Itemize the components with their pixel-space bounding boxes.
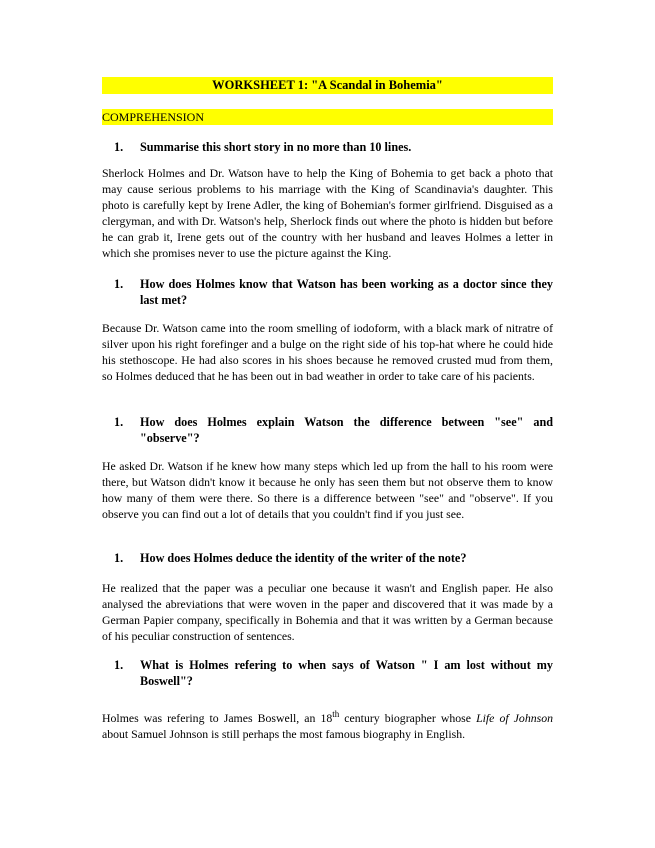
question-1 [102,139,553,155]
question-number: 1. [114,415,124,429]
question-text: How does Holmes explain Watson the difference between "see" and "observe"? [140,415,553,445]
question-5 [102,657,553,689]
worksheet-title: WORKSHEET 1: "A Scandal in Bohemia" [102,77,553,94]
answer-1: Sherlock Holmes and Dr. Watson have to help the King of Bohemia to get back a photo that may cause serious problems to his marriage with the King of Scandinavia's daughter. This photo is carefully kept by Irene Adler, the king of Bohemian's former girlfriend. Disguised as a clergyman, and with Dr. Watson's help, Sherlock finds out where the photo is hidden but before he can grab it, Irene gets out of the country with her husband and leaves Holmes a letter in which she promises never to use the picture against the King. [102,166,553,260]
question-text: What is Holmes refering to when says of Watson " I am lost without my Boswell"? [140,658,553,688]
question-number: 1. [114,658,124,672]
question-number: 1. [114,140,124,154]
question-2 [102,276,553,308]
answer-2: Because Dr. Watson came into the room smelling of iodoform, with a black mark of nitratre of silver upon his right forefinger and a bulge on the right side of his top-hat where he could hide his stethoscope. He had also scores in his shoes because he removed crusted mud from them, so Holmes deduced that he has been out in bad weather in order to take care of his pacients. [102,321,553,383]
answer-text: Holmes was refering to James Boswell, an 18 [102,711,333,725]
question-3 [102,414,553,446]
book-title: Life of Johnson [476,711,553,725]
answer-4: He realized that the paper was a peculiar one because it wasn't and English paper. He also analysed the abreviations that were woven in the paper and discovered that it was made by a German Papier company, specifically in Bohemia and that it was written by a German because of his peculiar construction of sentences. [102,581,553,643]
answer-text: about Samuel Johnson is still perhaps the most famous biography in English. [102,727,466,741]
question-text: Summarise this short story in no more than 10 lines. [140,140,412,154]
question-number: 1. [114,551,124,565]
answer-text: century biographer whose [339,711,477,725]
question-number: 1. [114,277,124,291]
section-heading: COMPREHENSION [102,109,553,125]
question-4 [102,550,553,566]
question-text: How does Holmes know that Watson has been working as a doctor since they last met? [140,277,553,307]
question-text: How does Holmes deduce the identity of the writer of the note? [140,551,467,565]
answer-3: He asked Dr. Watson if he knew how many steps which led up from the hall to his room were there, but Watson didn't know it because he only has seen them but not observe them to know how many of them were there. So there is a difference between "see" and "observe". If you observe you can find out a lot of details that you couldn't find if you just see. [102,459,553,521]
answer-5 [102,710,553,742]
ordinal-suffix: th [332,709,340,720]
